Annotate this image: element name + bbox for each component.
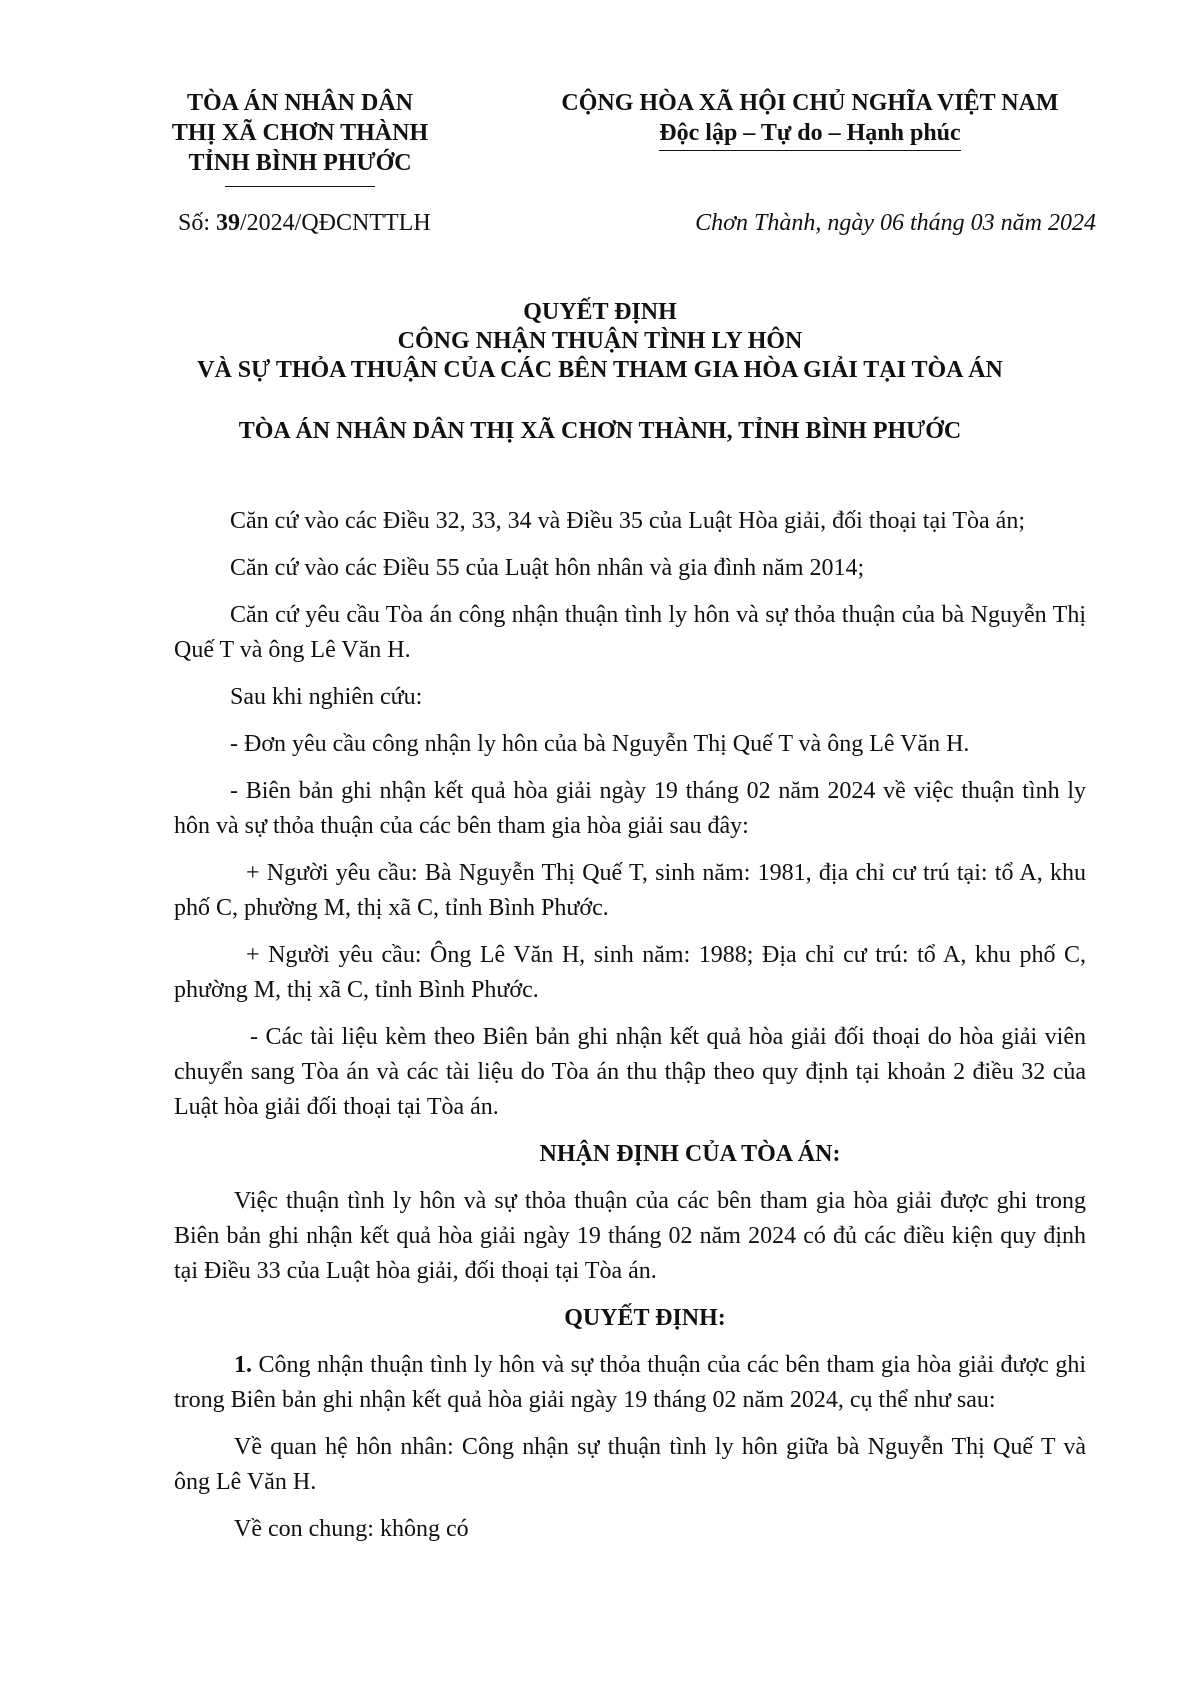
- paragraph-legal-basis-2: Căn cứ vào các Điều 55 của Luật hôn nhân và gia đình năm 2014;: [230, 555, 865, 581]
- title-line-2: CÔNG NHẬN THUẬN TÌNH LY HÔN: [397, 328, 803, 354]
- document-title: [100, 298, 1100, 385]
- paragraph-children: Về con chung: không có: [234, 1516, 469, 1542]
- decision-item-number: 1.: [234, 1352, 252, 1378]
- issuer-line-2: THỊ XÃ CHƠN THÀNH: [171, 120, 429, 146]
- national-title: CỘNG HÒA XÃ HỘI CHỦ NGHĨA VIỆT NAM: [561, 90, 1059, 116]
- section-heading-assessment: NHẬN ĐỊNH CỦA TÒA ÁN:: [539, 1141, 841, 1167]
- title-line-3: VÀ SỰ THỎA THUẬN CỦA CÁC BÊN THAM GIA HÒA GIẢI TẠI TÒA ÁN: [197, 357, 1003, 383]
- document-number-prefix: Số:: [178, 210, 217, 236]
- national-header: [525, 88, 1095, 151]
- document-number-suffix: /2024/QĐCNTTLH: [240, 210, 431, 236]
- national-motto: Độc lập – Tự do – Hạnh phúc: [659, 118, 960, 151]
- document-body: [174, 504, 1086, 1559]
- paragraph-mediation-record: - Biên bản ghi nhận kết quả hòa giải ngày 19 tháng 02 năm 2024 về việc thuận tình ly hôn và sự thỏa thuận của các bên tham gia hòa giải sau đây:: [174, 778, 1086, 839]
- section-heading-decision: QUYẾT ĐỊNH:: [564, 1305, 726, 1331]
- paragraph-marriage: Về quan hệ hôn nhân: Công nhận sự thuận tình ly hôn giữa bà Nguyễn Thị Quế T và ông Lê Văn H.: [174, 1434, 1086, 1495]
- paragraph-decision-1: [174, 1348, 1086, 1418]
- document-number: [178, 210, 431, 237]
- paragraph-requester-1: + Người yêu cầu: Bà Nguyễn Thị Quế T, sinh năm: 1981, địa chỉ cư trú tại: tổ A, khu phố C, phường M, thị xã C, tỉnh Bình Phước.: [174, 860, 1086, 921]
- paragraph-legal-basis-3: Căn cứ yêu cầu Tòa án công nhận thuận tình ly hôn và sự thỏa thuận của bà Nguyễn Thị Quế T và ông Lê Văn H.: [174, 602, 1086, 663]
- document-number-value: 39: [216, 210, 241, 236]
- paragraph-assessment: Việc thuận tình ly hôn và sự thỏa thuận của các bên tham gia hòa giải được ghi trong Biên bản ghi nhận kết quả hòa giải ngày 19 tháng 02 năm 2024 có đủ các điều kiện quy định tại Điều 33 của Luật hòa giải, đối thoại tại Tòa án.: [174, 1188, 1086, 1284]
- paragraph-requester-2: + Người yêu cầu: Ông Lê Văn H, sinh năm: 1988; Địa chỉ cư trú: tổ A, khu phố C, phường M, thị xã C, tỉnh Bình Phước.: [174, 942, 1086, 1003]
- issuer-underline: [225, 186, 375, 187]
- issuer-line-3: TỈNH BÌNH PHƯỚC: [188, 150, 412, 176]
- issuer-block: [150, 88, 450, 187]
- decision-item-text: Công nhận thuận tình ly hôn và sự thỏa thuận của các bên tham gia hòa giải được ghi trong Biên bản ghi nhận kết quả hòa giải ngày 19 tháng 02 năm 2024, cụ thể như sau:: [174, 1352, 1086, 1413]
- paragraph-attachments: - Các tài liệu kèm theo Biên bản ghi nhận kết quả hòa giải đối thoại do hòa giải viên chuyển sang Tòa án và các tài liệu do Tòa án thu thập theo quy định tại khoản 2 điều 32 của Luật hòa giải đối thoại tại Tòa án.: [174, 1024, 1086, 1120]
- paragraph-request: - Đơn yêu cầu công nhận ly hôn của bà Nguyễn Thị Quế T và ông Lê Văn H.: [230, 731, 970, 757]
- paragraph-after-review: Sau khi nghiên cứu:: [230, 684, 423, 710]
- title-line-1: QUYẾT ĐỊNH: [523, 299, 677, 325]
- issuer-line-1: TÒA ÁN NHÂN DÂN: [186, 90, 413, 116]
- court-name: TÒA ÁN NHÂN DÂN THỊ XÃ CHƠN THÀNH, TỈNH BÌNH PHƯỚC: [238, 418, 962, 444]
- paragraph-legal-basis-1: Căn cứ vào các Điều 32, 33, 34 và Điều 35 của Luật Hòa giải, đối thoại tại Tòa án;: [230, 508, 1025, 534]
- document-date: Chơn Thành, ngày 06 tháng 03 năm 2024: [695, 210, 1096, 236]
